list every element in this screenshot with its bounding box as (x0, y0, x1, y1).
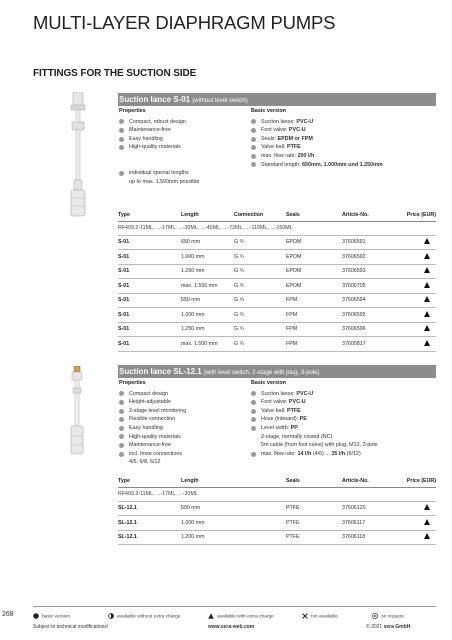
filled-circle-icon (33, 613, 39, 619)
table-row: S-01 max. 1.500 mm G ¾ EPDM 37600705 (118, 279, 436, 294)
page-subtitle: FITTINGS FOR THE SUCTION SIDE (33, 68, 197, 79)
available-extra-charge-icon (424, 253, 430, 259)
suction-lance-sl121-image (66, 366, 88, 458)
bullet-icon (119, 391, 124, 396)
bullet-icon (251, 154, 256, 159)
section-note-sl121: (with level switch, 2-stage with plug, 3-pole) (203, 370, 320, 376)
basic-version-column-s01 (251, 107, 383, 169)
basic-item: Valve ball: PTFE (251, 143, 383, 152)
bullet-icon (251, 409, 256, 414)
col-header-length: Length (181, 210, 234, 221)
property-item: Flexible connection (119, 415, 186, 424)
legend-not-available: not available (302, 613, 338, 619)
section-title-s01: Suction lance S-01 (119, 95, 191, 104)
col-header-connection: Connection (234, 210, 286, 221)
suction-lance-s01-image (63, 92, 93, 220)
bullet-icon (119, 443, 124, 448)
col-header-length: Length (181, 476, 286, 487)
footer-rule (33, 606, 436, 607)
table-row: S-01 max. 1.500 mm G ¾ FPM 37600817 (118, 337, 436, 352)
table-subheader-row: RF409.2-11ML, ...-17ML, ...-30ML (118, 487, 436, 501)
basic-item: Hose (inboard): PE (251, 415, 378, 424)
cross-icon (302, 613, 308, 619)
property-item: Height-adjustable (119, 398, 186, 407)
table-row: S-01 1.250 mm G ¾ FPM 37606596 (118, 322, 436, 337)
property-item: Easy handling (119, 424, 186, 433)
bullet-icon (119, 119, 124, 124)
basic-item: max. flow rate: 14 l/h (4/6) ... 35 l/h (6/12) (251, 450, 378, 459)
properties-column-s01 (119, 107, 199, 186)
bullet-icon (251, 417, 256, 422)
spec-table-s01 (118, 210, 436, 352)
basic-item: Standard length: 650mm, 1.000mm und 1.250mm (251, 161, 383, 170)
available-extra-charge-icon (424, 519, 430, 525)
basic-item: Suction lance: PVC-U (251, 390, 378, 399)
table-row: SL-12.1 1.000 mm PTFE 37606117 (118, 516, 436, 531)
bullet-icon (119, 409, 124, 414)
basic-item: Foot valve: PVC-U (251, 126, 383, 135)
col-header-type: Type (118, 476, 181, 487)
table-header-row (118, 210, 436, 221)
spec-table-sl121 (118, 476, 436, 545)
property-item: Maintenance-free (119, 441, 186, 450)
property-item-continued: 4/6, 6/8, 6/12 (129, 459, 161, 466)
property-item: Compact design (119, 390, 186, 399)
bullet-icon (251, 400, 256, 405)
table-row: S-01 650 mm G ¾ EPDM 37606591 (118, 235, 436, 250)
table-header-row (118, 476, 436, 487)
col-header-article: Article-No. (342, 210, 394, 221)
basic-item: Foot valve: PVC-U (251, 398, 378, 407)
bullet-icon (119, 137, 124, 142)
request-icon (372, 613, 378, 619)
basic-item: Level swith: PP (251, 424, 378, 433)
available-extra-charge-icon (424, 267, 430, 273)
basic-version-heading: Basic version (251, 380, 287, 386)
property-item: Compact, robust design (119, 118, 199, 127)
col-header-type: Type (118, 210, 181, 221)
available-extra-charge-icon (424, 340, 430, 346)
property-item-continued: up to max. 1.500mm possible (129, 178, 200, 185)
copyright: © 2021 sera GmbH (366, 624, 411, 630)
property-item: Maintenance-free (119, 126, 199, 135)
bullet-icon (251, 119, 256, 124)
section-s01 (118, 93, 436, 347)
available-extra-charge-icon (424, 238, 430, 244)
bullet-icon (251, 162, 256, 167)
bullet-icon (119, 145, 124, 150)
page-number: 268 (2, 611, 14, 618)
bullet-icon (119, 171, 124, 176)
bullet-icon (119, 128, 124, 133)
table-row: S-01 650 mm G ¾ FPM 37606594 (118, 293, 436, 308)
page-title: MULTI-LAYER DIAPHRAGM PUMPS (33, 12, 336, 33)
basic-version-heading: Basic version (251, 108, 287, 114)
bullet-icon (251, 452, 256, 457)
basic-item-continued: 5m cable (from foot valve) with plug, M12, 3-pole (261, 442, 378, 449)
col-header-seals: Seals (286, 210, 342, 221)
half-circle-icon (108, 613, 114, 619)
basic-version-column-sl121 (251, 379, 378, 458)
properties-heading: Properties (119, 108, 146, 114)
available-extra-charge-icon (424, 311, 430, 317)
available-extra-charge-icon (424, 296, 430, 302)
available-extra-charge-icon (424, 504, 430, 510)
triangle-icon (208, 613, 214, 619)
basic-item: max. flow rate: 200 l/h (251, 152, 383, 161)
property-item: 2-stage level monitoring (119, 407, 186, 416)
basic-item: Suction lance: PVC-U (251, 118, 383, 127)
section-note-s01: (without level switch) (192, 98, 248, 104)
legend-on-request: on request (372, 613, 404, 619)
bullet-icon (251, 426, 256, 431)
section-title-sl121: Suction lance SL-12.1 (119, 367, 202, 376)
table-row: SL-12.1 600 mm PTFE 37606120 (118, 501, 436, 516)
table-row: S-01 1.000 mm G ¾ EPDM 37606592 (118, 250, 436, 265)
bullet-icon (251, 145, 256, 150)
legend-basic-version: basic version (33, 613, 70, 619)
properties-heading: Properties (119, 380, 146, 386)
available-extra-charge-icon (424, 325, 430, 331)
section-sl121 (118, 365, 436, 541)
bullet-icon (251, 128, 256, 133)
property-item: High-quality materials (119, 143, 199, 152)
section-header-sl121 (118, 365, 436, 378)
bullet-icon (119, 426, 124, 431)
bullet-icon (119, 434, 124, 439)
bullet-icon (119, 452, 124, 457)
property-item: High-quality materials (119, 433, 186, 442)
available-extra-charge-icon (424, 533, 430, 539)
disclaimer: Subject to technical modifications! (33, 624, 109, 630)
bullet-icon (251, 137, 256, 142)
property-item: Easy handling (119, 135, 199, 144)
bullet-icon (119, 417, 124, 422)
table-row: S-01 1.250 mm G ¾ EPDM 37606593 (118, 264, 436, 279)
website-link[interactable]: www.sera-web.com (208, 624, 255, 630)
table-row: S-01 1.000 mm G ¾ FPM 37606595 (118, 308, 436, 323)
property-item: individual special lengths (119, 169, 199, 178)
section-header-s01 (118, 93, 436, 106)
basic-item: Valve ball: PTFE (251, 407, 378, 416)
table-row: SL-12.1 1.200 mm PTFE 37606118 (118, 530, 436, 545)
col-header-price: Price (EUR) (394, 210, 436, 221)
basic-item-continued: 2-stage, normally closed (NC) (261, 433, 333, 440)
col-header-article: Article-No. (342, 476, 394, 487)
basic-item: Seals: EPDM or FPM (251, 135, 383, 144)
bullet-icon (251, 391, 256, 396)
table-subheader-row: RF409.2-11ML, ...-17ML, ...-30ML, ...-45ML, ...-72ML, ...-110ML, ...-150ML (118, 221, 436, 235)
properties-column-sl121 (119, 379, 186, 467)
property-item: incl. hose connections (119, 450, 186, 459)
col-header-price: Price (EUR) (394, 476, 436, 487)
legend-with-charge: available with extra charge (208, 613, 274, 619)
bullet-icon (119, 400, 124, 405)
col-header-seals: Seals (286, 476, 342, 487)
available-extra-charge-icon (424, 282, 430, 288)
legend-without-charge: available without extra charge (108, 613, 180, 619)
